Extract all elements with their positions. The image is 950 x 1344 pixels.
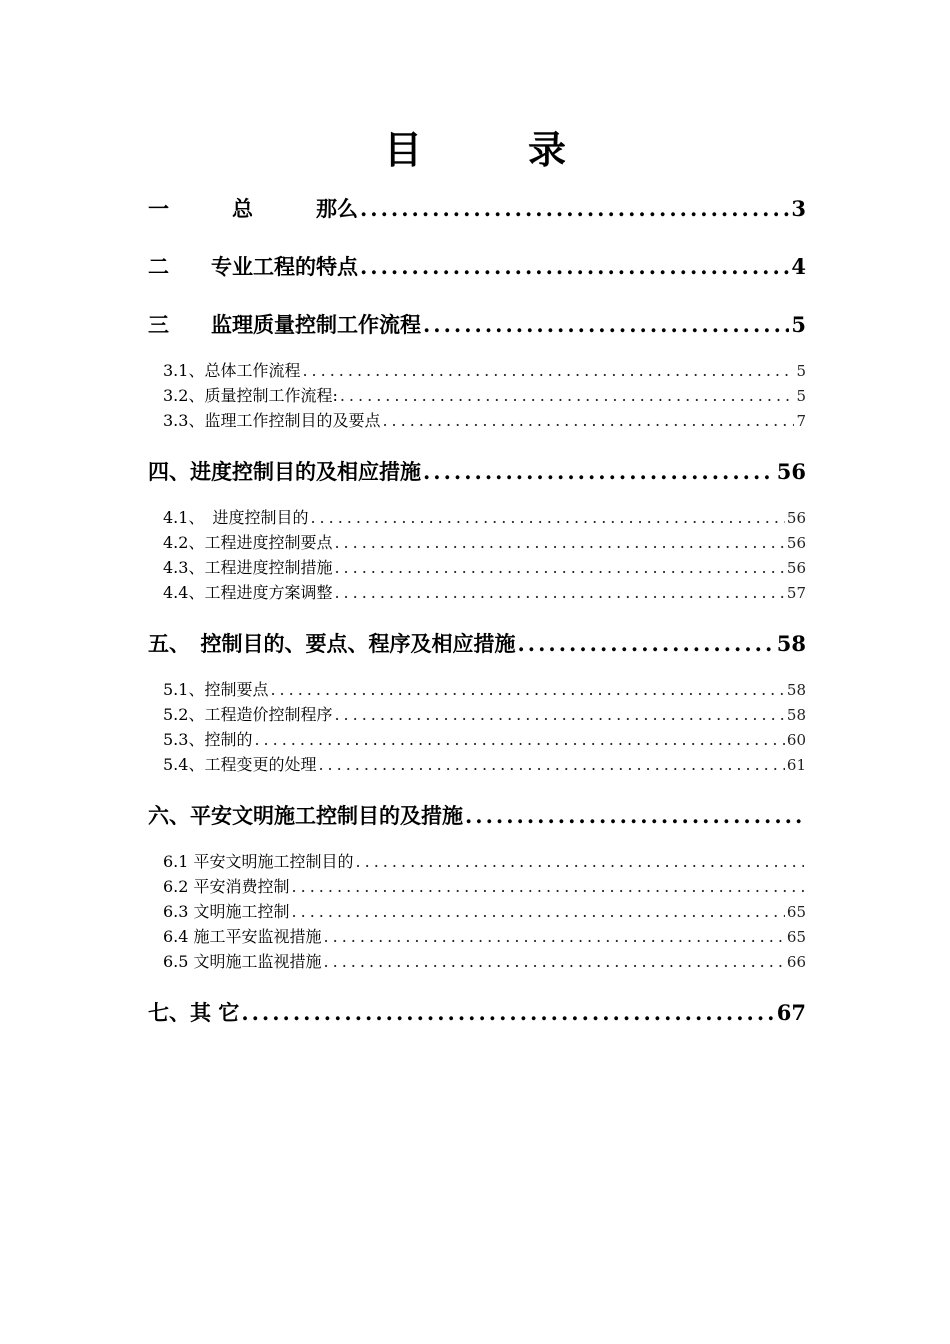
toc-entry-5[interactable] [148,627,806,661]
toc-leader [360,192,789,226]
toc-entry-label: 5.4、工程变更的处理 [163,755,317,774]
toc-entry-label: 5.2、工程造价控制程序 [163,705,333,724]
toc-entry-page: 65 [786,928,806,946]
toc-entry-4-4[interactable] [148,580,806,605]
toc-entry-label: 6.1 平安文明施工控制目的 [163,852,354,871]
toc-leader [302,358,794,383]
toc-leader [241,996,774,1030]
toc-entry-5-4[interactable] [148,752,806,777]
toc-entry-6-5[interactable] [148,949,806,974]
toc-entry-page: 60 [786,731,806,749]
toc-leader [292,874,804,899]
toc-entry-label: 6.5 文明施工监视措施 [163,952,322,971]
toc-entry-4-1[interactable] [148,505,806,530]
toc-entry-4-2[interactable] [148,530,806,555]
toc-leader [292,899,785,924]
toc-entry-3[interactable] [148,308,806,342]
toc-entry-3-3[interactable] [148,408,806,433]
toc-entry-page: 65 [786,903,806,921]
toc-entry-label: 6.3 文明施工控制 [163,902,290,921]
toc-entry-label: 三 监理质量控制工作流程 [148,312,421,337]
toc-entry-page: 56 [786,559,806,577]
toc-entry-label: 4.4、工程进度方案调整 [163,583,333,602]
toc-entry-5-1[interactable] [148,677,806,702]
toc-entry-label: 七、其 它 [148,1000,240,1025]
toc-entry-6[interactable] [148,799,806,833]
toc-entry-5-3[interactable] [148,727,806,752]
toc-entry-label: 一 总 那么 [148,196,358,221]
toc-leader [334,702,784,727]
toc-entry-page: 3 [791,196,806,221]
toc-entry-page: 7 [796,412,806,430]
toc-entry-6-4[interactable] [148,924,806,949]
toc-entry-6-3[interactable] [148,899,806,924]
toc-entry-6-2[interactable] [148,874,806,899]
toc-entry-5-2[interactable] [148,702,806,727]
toc-entry-page: 5 [791,312,806,337]
toc-entry-page: 56 [786,509,806,527]
toc-entry-label: 二 专业工程的特点 [148,254,358,279]
toc-entry-page: 58 [776,631,806,656]
toc-leader [310,505,784,530]
toc-entry-label: 5.1、控制要点 [163,680,269,699]
toc-entry-3-1[interactable] [148,358,806,383]
toc-leader [465,799,804,833]
toc-entry-4-3[interactable] [148,555,806,580]
toc-entry-4[interactable] [148,455,806,489]
toc-entry-3-2[interactable] [148,383,806,408]
toc-entry-page: 57 [786,584,806,602]
toc-entry-label: 6.4 施工平安监视措施 [163,927,322,946]
toc-entry-label: 四、进度控制目的及相应措施 [148,459,421,484]
toc-entry-1[interactable] [148,192,806,226]
toc-entry-page: 58 [786,706,806,724]
toc-leader [270,677,784,702]
toc-entry-page: 56 [776,459,806,484]
table-of-contents [148,192,806,1030]
toc-entry-page: 61 [786,756,806,774]
toc-leader [318,752,784,777]
toc-entry-label: 6.2 平安消费控制 [163,877,290,896]
toc-entry-label: 六、平安文明施工控制目的及措施 [148,803,463,828]
toc-leader [423,455,775,489]
toc-entry-6-1[interactable] [148,849,806,874]
toc-entry-page: 5 [796,387,806,405]
toc-leader [360,250,789,284]
toc-entry-page: 58 [786,681,806,699]
toc-entry-page: 67 [776,1000,806,1025]
toc-leader [334,555,784,580]
toc-leader [382,408,794,433]
toc-entry-label: 4.3、工程进度控制措施 [163,558,333,577]
toc-entry-page: 4 [791,254,806,279]
toc-leader [324,924,785,949]
toc-entry-label: 4.1、 进度控制目的 [163,508,309,527]
toc-leader [334,580,784,605]
toc-leader [356,849,804,874]
toc-entry-7[interactable] [148,996,806,1030]
toc-leader [254,727,784,752]
toc-entry-2[interactable] [148,250,806,284]
toc-entry-label: 3.2、质量控制工作流程: [163,386,338,405]
toc-leader [324,949,785,974]
toc-title: 目 录 [383,127,600,172]
toc-entry-label: 3.1、总体工作流程 [163,361,301,380]
toc-leader [518,627,775,661]
toc-entry-label: 3.3、监理工作控制目的及要点 [163,411,381,430]
toc-leader [334,530,784,555]
toc-entry-label: 4.2、工程进度控制要点 [163,533,333,552]
toc-entry-label: 5.3、控制的 [163,730,253,749]
toc-entry-page: 5 [796,362,806,380]
toc-leader [423,308,789,342]
toc-entry-page: 56 [786,534,806,552]
toc-entry-label: 五、 控制目的、要点、程序及相应措施 [148,631,516,656]
toc-entry-page: 66 [786,953,806,971]
toc-leader [340,383,795,408]
